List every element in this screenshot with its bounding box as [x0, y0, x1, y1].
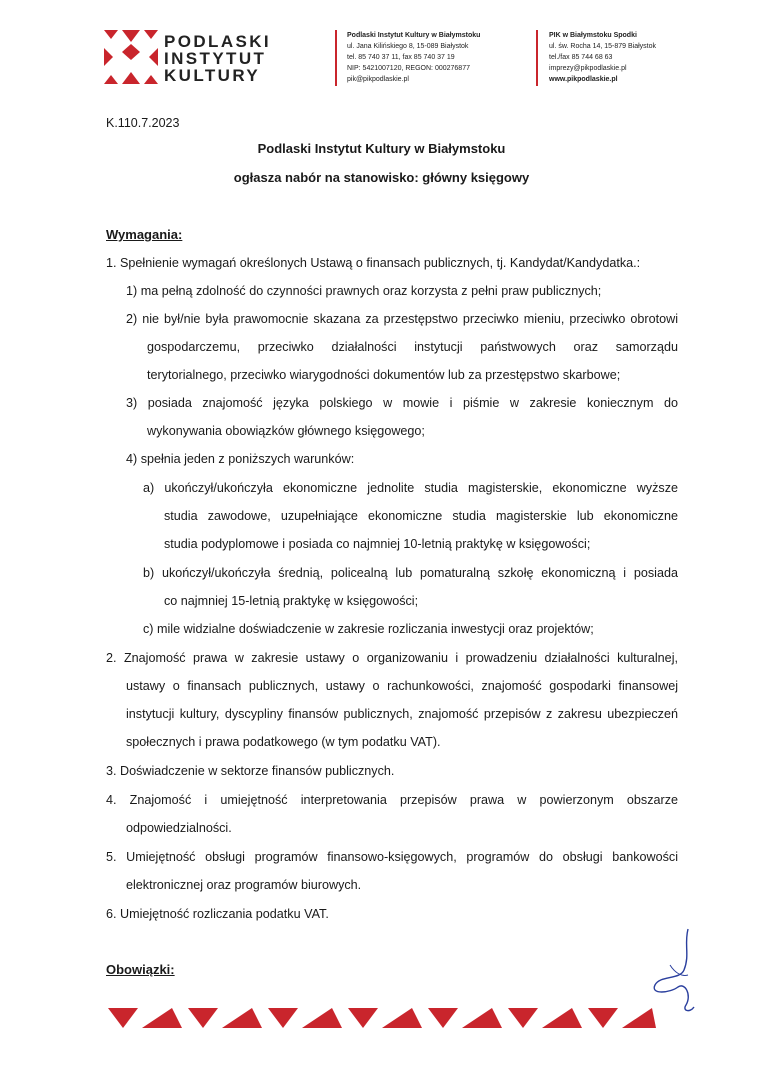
signature-icon [640, 925, 700, 1015]
logo-text [164, 33, 271, 84]
requirement-1-4c: c) mile widzialne doświadczenie w zakresie rozliczania inwestycji oraz projektów; [143, 622, 594, 636]
requirement-1-intro: 1. Spełnienie wymagań określonych Ustawą o finansach publicznych, tj. Kandydat/Kandydatka.: [106, 256, 641, 270]
logo-line-2: INSTYTUT [164, 49, 267, 68]
requirements-heading: Wymagania: [106, 227, 183, 242]
address-branch [549, 30, 656, 85]
address-branch-line: ul. św. Rocha 14, 15-879 Białystok [549, 43, 657, 50]
address-main-title: Podlaski Instytut Kultury w Białymstoku [347, 32, 481, 39]
requirement-5-line: 5. Umiejętność obsługi programów finansowo-księgowych, programów do obsługi bankowości [106, 850, 678, 864]
requirement-1-1: 1) ma pełną zdolność do czynności prawnych oraz korzysta z pełni praw publicznych; [126, 284, 602, 298]
address-branch-title: PIK w Białymstoku Spodki [549, 32, 637, 39]
requirement-2-line: społecznych i prawa podatkowego (w tym podatku VAT). [126, 735, 441, 749]
logo-mark-icon [104, 30, 158, 84]
duties-heading: Obowiązki: [106, 962, 175, 977]
requirement-2-line: ustawy o finansach publicznych, ustawy o rachunkowości, znajomość gospodarki finansowej [126, 679, 678, 693]
requirement-1-4b-line: co najmniej 15-letnią praktykę w księgowości; [164, 594, 419, 608]
requirement-1-2-line: 2) nie był/nie była prawomocnie skazana za przestępstwo przeciwko mieniu, przeciwko obrotowi [126, 312, 678, 326]
address-branch-website[interactable]: www.pikpodlaskie.pl [549, 76, 618, 83]
requirement-1-4a-line: studia podyplomowe i posiada co najmniej 10-letnią praktykę w księgowości; [164, 537, 591, 551]
address-main-line: ul. Jana Kilińskiego 8, 15-089 Białystok [347, 43, 469, 50]
requirement-1-4: 4) spełnia jeden z poniższych warunków: [126, 452, 355, 466]
address-branch-line: tel./fax 85 744 68 63 [549, 54, 613, 61]
document-reference-number: K.110.7.2023 [106, 116, 180, 130]
requirement-1-4b-line: b) ukończył/ukończyła średnią, policealną lub pomaturalną szkołę ekonomiczną i posiada [143, 566, 678, 580]
address-main-line: tel. 85 740 37 11, fax 85 740 37 19 [347, 54, 455, 61]
logo-line-1: PODLASKI [164, 32, 272, 51]
requirement-4-line: odpowiedzialności. [126, 821, 232, 835]
address-branch-email[interactable]: imprezy@pikpodlaskie.pl [549, 65, 627, 72]
header-divider-1 [335, 30, 337, 86]
requirement-3: 3. Doświadczenie w sektorze finansów publicznych. [106, 764, 395, 778]
address-main [347, 30, 480, 85]
requirement-1-2-line: terytorialnego, przeciwko wiarygodności dokumentów lub za przestępstwo skarbowe; [147, 368, 621, 382]
address-main-email[interactable]: pik@pikpodlaskie.pl [347, 76, 409, 83]
requirement-1-3-line: wykonywania obowiązków głównego księgowego; [147, 424, 425, 438]
requirement-1-4a-line: studia zawodowe, uzupełniające ekonomiczne studia magisterskie lub ekonomiczne [164, 509, 678, 523]
requirement-6: 6. Umiejętność rozliczania podatku VAT. [106, 907, 329, 921]
logo-line-3: KULTURY [164, 66, 261, 85]
requirement-1-2-line: gospodarczemu, przeciwko działalności instytucji państwowych oraz samorządu [147, 340, 678, 354]
requirement-2-line: 2. Znajomość prawa w zakresie ustawy o organizowaniu i prowadzeniu działalności kulturalnej, [106, 651, 678, 665]
requirement-1-3-line: 3) posiada znajomość języka polskiego w mowie i piśmie w zakresie koniecznym do [126, 396, 678, 410]
header-divider-2 [536, 30, 538, 86]
document-title-line-2: ogłasza nabór na stanowisko: główny księgowy [233, 170, 530, 185]
footer-decoration [108, 1006, 656, 1030]
requirement-4-line: 4. Znajomość i umiejętność interpretowania przepisów prawa w powierzonym obszarze [106, 793, 678, 807]
requirement-5-line: elektronicznej oraz programów biurowych. [126, 878, 362, 892]
requirement-2-line: instytucji kultury, dyscypliny finansów publicznych, znajomość przepisów z zakresu ubezpieczeń [126, 707, 678, 721]
requirement-1-4a-line: a) ukończył/ukończyła ekonomiczne jednolite studia magisterskie, ekonomiczne wyższe [143, 481, 678, 495]
address-main-line: NIP: 5421007120, REGON: 000276877 [347, 65, 470, 72]
document-title-line-1: Podlaski Instytut Kultury w Białymstoku [257, 141, 506, 156]
